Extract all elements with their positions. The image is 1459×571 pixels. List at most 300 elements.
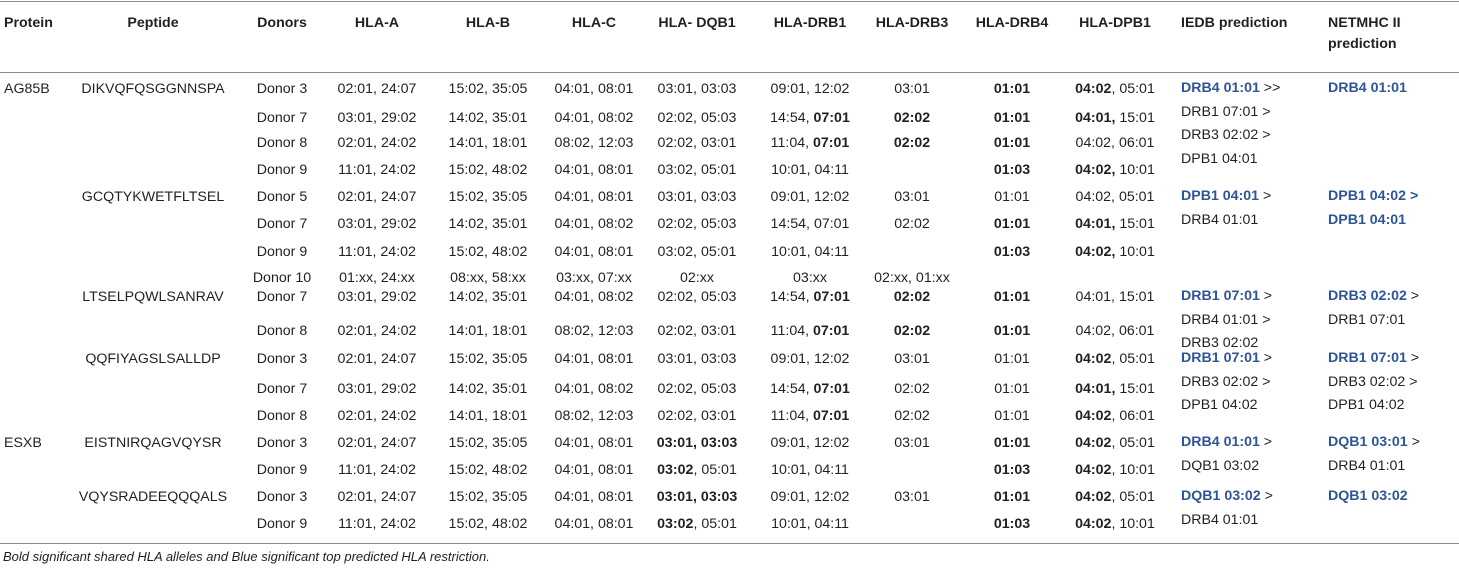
prediction-text: DRB1 07:01 [1328, 311, 1406, 328]
allele-text: , 05:01 [693, 516, 737, 532]
allele-text: 04:02, [1075, 244, 1116, 260]
prediction-text: DRB4 01:01 [1181, 80, 1260, 96]
hla-c-cell: 04:01, 08:01 [554, 189, 634, 205]
hla-drb3-cell [894, 379, 930, 399]
hla-drb3-cell [894, 133, 930, 153]
prediction-text: DRB3 02:02 > [1328, 373, 1418, 390]
hla-drb1-cell [771, 460, 849, 480]
header-rule [0, 72, 1459, 73]
allele-text: 01:01 [993, 289, 1031, 305]
donor-label: Donor 7 [256, 381, 308, 397]
prediction-line [1181, 309, 1272, 333]
hla-drb1-cell [771, 406, 850, 426]
hla-drb3-cell [894, 321, 930, 341]
hla-a-cell: 02:01, 24:02 [337, 323, 417, 339]
column-header: Peptide [127, 15, 179, 31]
hla-drb1-cell [771, 321, 850, 341]
hla-drb3-cell [894, 187, 930, 207]
allele-text: 01:01 [994, 381, 1030, 397]
hla-dqb1-cell [680, 268, 714, 288]
allele-text: 10:01 [1115, 244, 1155, 260]
hla-drb1-cell [771, 242, 849, 262]
allele-text: 04:01, [1075, 381, 1116, 397]
hla-c-cell: 04:01, 08:01 [554, 462, 634, 478]
hla-dpb1-cell [1076, 321, 1155, 341]
allele-text: 01:01 [993, 489, 1031, 505]
hla-dqb1-cell [658, 406, 737, 426]
hla-drb4-cell [994, 460, 1030, 480]
prediction-text: DQB1 03:02 [1181, 488, 1261, 504]
iedb-prediction [1181, 77, 1280, 171]
hla-drb4-cell [994, 79, 1030, 99]
allele-text: 04:02, 06:01 [1075, 135, 1155, 151]
allele-text: 10:01, 04:11 [771, 462, 849, 478]
hla-drb1-cell [770, 379, 850, 399]
hla-c-cell: 04:01, 08:01 [554, 435, 634, 451]
hla-dpb1-cell [1075, 79, 1155, 99]
hla-b-cell: 15:02, 35:05 [448, 351, 528, 367]
allele-text: 14:54, [770, 289, 814, 305]
prediction-text: > [1406, 350, 1420, 366]
hla-b-cell: 15:02, 35:05 [448, 489, 528, 505]
hla-drb4-cell [994, 287, 1030, 307]
allele-text: 02:02 [893, 323, 931, 339]
allele-text: 14:54, [770, 381, 814, 397]
allele-text: 09:01, 12:02 [770, 435, 850, 451]
hla-dqb1-cell [658, 187, 737, 207]
allele-text: 02:02, 05:03 [657, 216, 737, 232]
allele-text: 11:04, [770, 135, 814, 151]
hla-drb3-cell [894, 349, 930, 369]
allele-text: 03:01 [894, 81, 930, 97]
allele-text: 09:01, 12:02 [770, 351, 850, 367]
prediction-line [1181, 209, 1271, 233]
prediction-line [1181, 485, 1273, 509]
iedb-prediction [1181, 285, 1272, 356]
prediction-line [1328, 371, 1419, 395]
hla-drb1-cell [771, 514, 849, 534]
netmhc-prediction [1328, 347, 1419, 418]
prediction-line [1328, 485, 1408, 509]
peptide-sequence: LTSELPQWLSANRAV [82, 289, 224, 305]
hla-c-cell: 04:01, 08:02 [554, 289, 634, 305]
hla-b-cell: 14:02, 35:01 [448, 110, 528, 126]
prediction-text: DPB1 04:02 [1181, 397, 1258, 413]
netmhc-prediction [1328, 185, 1418, 232]
hla-dqb1-cell [658, 79, 737, 99]
allele-text: 02:02 [893, 110, 931, 126]
prediction-text: DRB4 01:01 [1181, 211, 1259, 228]
peptide-sequence: DIKVQFQSGGNNSPA [81, 81, 225, 97]
hla-b-cell: 14:02, 35:01 [448, 289, 528, 305]
allele-text: 04:01, [1075, 110, 1116, 126]
prediction-text: DRB4 01:01 > [1181, 311, 1271, 328]
hla-drb3-cell [894, 287, 930, 307]
hla-dqb1-cell [658, 287, 737, 307]
prediction-text: DRB1 07:01 [1181, 350, 1260, 366]
column-header: Donors [257, 15, 307, 31]
donor-label: Donor 3 [256, 81, 308, 97]
allele-text: 01:03 [993, 516, 1031, 532]
allele-text: 04:02 [1075, 462, 1112, 478]
hla-c-cell: 08:02, 12:03 [554, 323, 634, 339]
allele-text: , 05:01 [693, 462, 737, 478]
hla-dpb1-cell [1075, 406, 1155, 426]
hla-drb3-cell [894, 79, 930, 99]
hla-a-cell: 03:01, 29:02 [337, 216, 417, 232]
allele-text: 03:01 [894, 435, 930, 451]
column-header: HLA-C [571, 15, 617, 31]
allele-text: 02:02, 03:01 [657, 408, 737, 424]
hla-dpb1-cell [1075, 514, 1155, 534]
allele-text: 04:02 [1075, 435, 1112, 451]
hla-drb4-cell [994, 242, 1030, 262]
allele-text: , 10:01 [1111, 516, 1155, 532]
hla-c-cell: 04:01, 08:02 [554, 110, 634, 126]
netmhc-prediction [1328, 485, 1408, 509]
protein-name: AG85B [4, 81, 50, 97]
allele-text: 04:02 [1075, 489, 1112, 505]
hla-drb1-cell [770, 108, 850, 128]
allele-text: 11:04, [770, 408, 814, 424]
allele-text: 03:01, 03:03 [657, 189, 737, 205]
hla-drb1-cell [771, 79, 850, 99]
donor-label: Donor 10 [252, 270, 312, 286]
hla-a-cell: 02:01, 24:02 [337, 408, 417, 424]
allele-text: 07:01 [813, 408, 850, 424]
donor-label: Donor 8 [256, 323, 308, 339]
hla-drb3-cell [894, 108, 930, 128]
column-header: HLA-A [354, 15, 400, 31]
hla-a-cell: 02:01, 24:07 [337, 189, 417, 205]
hla-c-cell: 04:01, 08:02 [554, 381, 634, 397]
allele-text: 15:01 [1115, 216, 1155, 232]
allele-text: 03:01, 03:03 [657, 351, 737, 367]
hla-a-cell: 02:01, 24:07 [337, 435, 417, 451]
hla-b-cell: 08:xx, 58:xx [450, 270, 526, 286]
hla-b-cell: 14:01, 18:01 [448, 408, 528, 424]
hla-a-cell: 01:xx, 24:xx [339, 270, 415, 286]
prediction-line [1181, 431, 1272, 455]
allele-text: 02:02 [894, 216, 930, 232]
allele-text: 01:01 [993, 435, 1031, 451]
prediction-text: DRB3 02:02 > [1181, 373, 1271, 390]
allele-text: 04:02, [1075, 162, 1116, 178]
allele-text: 01:01 [993, 81, 1031, 97]
allele-text: 01:03 [993, 244, 1031, 260]
prediction-line [1181, 101, 1280, 125]
hla-drb4-cell [994, 108, 1030, 128]
hla-c-cell: 04:01, 08:02 [554, 216, 634, 232]
prediction-text: DPB1 04:02 [1328, 397, 1405, 413]
donor-label: Donor 8 [256, 408, 308, 424]
netmhc-prediction [1328, 431, 1420, 478]
allele-text: 07:01 [813, 135, 850, 151]
hla-drb4-cell [994, 433, 1030, 453]
hla-b-cell: 15:02, 35:05 [448, 81, 528, 97]
hla-dqb1-cell [658, 321, 737, 341]
prediction-line [1328, 347, 1419, 371]
hla-drb3-cell [894, 433, 930, 453]
prediction-line [1328, 394, 1419, 418]
hla-c-cell: 04:01, 08:01 [554, 489, 634, 505]
allele-text: 01:01 [994, 189, 1030, 205]
allele-text: 04:02, 06:01 [1075, 323, 1155, 339]
prediction-text: DQB1 03:01 [1328, 434, 1408, 450]
prediction-text: DPB1 04:01 [1181, 150, 1258, 167]
allele-text: 02:02, 03:01 [657, 135, 737, 151]
hla-b-cell: 14:01, 18:01 [448, 135, 528, 151]
allele-text: 02:02 [893, 135, 931, 151]
allele-text: 09:01, 12:02 [770, 189, 850, 205]
prediction-line [1181, 371, 1272, 395]
allele-text: 04:02, 05:01 [1075, 189, 1155, 205]
allele-text: 01:01 [993, 216, 1031, 232]
hla-a-cell: 02:01, 24:02 [337, 135, 417, 151]
column-header: HLA- DQB1 [658, 15, 736, 31]
iedb-prediction [1181, 185, 1271, 232]
allele-text: 03:01, 03:03 [656, 435, 738, 451]
donor-label: Donor 3 [256, 435, 308, 451]
hla-a-cell: 03:01, 29:02 [337, 289, 417, 305]
prediction-line [1328, 285, 1419, 309]
donor-label: Donor 5 [256, 189, 308, 205]
hla-drb4-cell [994, 160, 1030, 180]
hla-drb4-cell [994, 187, 1030, 207]
allele-text: 10:01, 04:11 [771, 516, 849, 532]
prediction-line [1181, 124, 1280, 148]
allele-text: 04:02 [1075, 81, 1112, 97]
allele-text: , 05:01 [1111, 81, 1155, 97]
hla-c-cell: 04:01, 08:01 [554, 516, 634, 532]
allele-text: 02:xx [680, 270, 714, 286]
prediction-text: DRB4 01:01 [1181, 511, 1259, 528]
hla-a-cell: 11:01, 24:02 [338, 462, 416, 478]
top-rule [0, 1, 1459, 2]
prediction-text: > [1259, 188, 1272, 204]
hla-dpb1-cell [1075, 487, 1155, 507]
allele-text: 02:02 [894, 381, 930, 397]
allele-text: 03:01 [894, 351, 930, 367]
prediction-text: DPB1 04:01 [1181, 188, 1260, 204]
prediction-text: DRB1 07:01 > [1181, 103, 1271, 120]
column-header: HLA-DRB4 [975, 15, 1049, 31]
prediction-text: DQB1 03:02 [1328, 488, 1408, 504]
prediction-text: > [1259, 434, 1273, 450]
allele-text: 03:01 [894, 489, 930, 505]
allele-text: 03:02, 05:01 [657, 244, 737, 260]
hla-c-cell: 03:xx, 07:xx [556, 270, 632, 286]
peptide-sequence: VQYSRADEEQQQALS [78, 489, 228, 505]
donor-label: Donor 3 [256, 351, 308, 367]
prediction-text: DRB1 07:01 [1181, 288, 1260, 304]
donor-label: Donor 9 [256, 244, 308, 260]
hla-drb3-cell [894, 487, 930, 507]
hla-dpb1-cell [1075, 433, 1155, 453]
column-header: HLA-DRB3 [875, 15, 949, 31]
iedb-prediction [1181, 431, 1272, 478]
prediction-text: DRB1 07:01 [1328, 350, 1407, 366]
hla-drb1-cell [770, 287, 850, 307]
allele-text: 03:02 [657, 462, 694, 478]
netmhc-prediction [1328, 77, 1407, 101]
allele-text: 09:01, 12:02 [770, 489, 850, 505]
donor-label: Donor 9 [256, 462, 308, 478]
allele-text: 04:02 [1075, 516, 1112, 532]
hla-dpb1-cell [1075, 242, 1155, 262]
hla-dpb1-cell [1075, 108, 1155, 128]
allele-text: 04:02 [1075, 408, 1112, 424]
prediction-line [1181, 455, 1272, 479]
hla-a-cell: 11:01, 24:02 [338, 162, 416, 178]
hla-a-cell: 11:01, 24:02 [338, 244, 416, 260]
donor-label: Donor 7 [256, 110, 308, 126]
hla-drb3-cell [874, 268, 950, 288]
hla-c-cell: 08:02, 12:03 [554, 408, 634, 424]
allele-text: 02:02, 05:03 [657, 381, 737, 397]
allele-text: 02:02, 05:03 [657, 289, 737, 305]
hla-dqb1-cell [658, 242, 737, 262]
hla-drb1-cell [771, 487, 850, 507]
hla-drb1-cell [771, 349, 850, 369]
hla-drb1-cell [771, 214, 850, 234]
hla-dqb1-cell [657, 433, 737, 453]
hla-a-cell: 03:01, 29:02 [337, 110, 417, 126]
allele-text: 03:02, 05:01 [657, 162, 737, 178]
allele-text: 03:xx [793, 270, 827, 286]
hla-dpb1-cell [1076, 133, 1155, 153]
allele-text: 10:01, 04:11 [771, 244, 849, 260]
hla-c-cell: 04:01, 08:01 [554, 81, 634, 97]
allele-text: 03:01, 03:03 [656, 489, 738, 505]
hla-c-cell: 08:02, 12:03 [554, 135, 634, 151]
allele-text: , 06:01 [1111, 408, 1155, 424]
prediction-text: DRB4 01:01 [1328, 457, 1406, 474]
prediction-line [1181, 185, 1271, 209]
hla-dqb1-cell [658, 349, 737, 369]
column-header: HLA-DPB1 [1079, 15, 1151, 31]
prediction-line [1181, 148, 1280, 172]
allele-text: 04:02 [1075, 351, 1112, 367]
allele-text: 02:xx, 01:xx [874, 270, 950, 286]
donor-label: Donor 9 [256, 162, 308, 178]
hla-dpb1-cell [1075, 160, 1155, 180]
prediction-text: DPB1 04:01 [1328, 211, 1407, 228]
allele-text: 09:01, 12:02 [770, 81, 850, 97]
prediction-line [1328, 209, 1418, 233]
allele-text: 02:02 [893, 289, 931, 305]
hla-c-cell: 04:01, 08:01 [554, 351, 634, 367]
prediction-text: > [1259, 288, 1273, 304]
allele-text: 04:01, 15:01 [1075, 289, 1155, 305]
prediction-line [1181, 509, 1273, 533]
hla-c-cell: 04:01, 08:01 [554, 162, 634, 178]
hla-drb4-cell [994, 406, 1030, 426]
allele-text: 07:01 [813, 289, 850, 305]
prediction-line [1181, 394, 1272, 418]
hla-b-cell: 15:02, 48:02 [448, 244, 528, 260]
hla-dqb1-cell [657, 460, 737, 480]
hla-dpb1-cell [1075, 214, 1155, 234]
hla-dpb1-cell [1075, 460, 1155, 480]
allele-text: 07:01 [813, 110, 850, 126]
hla-b-cell: 15:02, 48:02 [448, 516, 528, 532]
column-header: HLA-B [465, 15, 511, 31]
prediction-text: DPB1 04:02 > [1328, 188, 1419, 204]
hla-dqb1-cell [658, 160, 737, 180]
hla-b-cell: 14:02, 35:01 [448, 381, 528, 397]
hla-drb4-cell [994, 133, 1030, 153]
hla-drb4-cell [994, 379, 1030, 399]
prediction-text: DRB3 02:02 [1181, 335, 1259, 351]
prediction-text: DRB4 01:01 [1181, 434, 1260, 450]
hla-b-cell: 15:02, 48:02 [448, 162, 528, 178]
allele-text: 02:02, 05:03 [657, 110, 737, 126]
donor-label: Donor 3 [256, 489, 308, 505]
hla-b-cell: 15:02, 48:02 [448, 462, 528, 478]
prediction-line [1328, 185, 1418, 209]
allele-text: 03:01, 03:03 [657, 81, 737, 97]
allele-text: , 05:01 [1111, 351, 1155, 367]
hla-b-cell: 14:01, 18:01 [448, 323, 528, 339]
hla-drb1-cell [771, 433, 850, 453]
allele-text: 10:01, 04:11 [771, 162, 849, 178]
allele-text: , 05:01 [1111, 435, 1155, 451]
prediction-line [1181, 347, 1272, 371]
netmhc-prediction [1328, 285, 1419, 332]
allele-text: 10:01 [1115, 162, 1155, 178]
protein-name: ESXB [4, 435, 42, 451]
allele-text: , 10:01 [1111, 462, 1155, 478]
allele-text: 03:02 [657, 516, 694, 532]
hla-a-cell: 02:01, 24:07 [337, 351, 417, 367]
prediction-text: >> [1259, 80, 1281, 96]
hla-dpb1-cell [1076, 187, 1155, 207]
allele-text: 11:04, [770, 323, 814, 339]
allele-text: 15:01 [1115, 381, 1155, 397]
allele-text: 01:01 [993, 135, 1031, 151]
prediction-text: DQB1 03:02 [1181, 457, 1260, 474]
hla-b-cell: 15:02, 35:05 [448, 435, 528, 451]
allele-text: 01:03 [993, 162, 1031, 178]
prediction-text: > [1407, 434, 1420, 450]
hla-dqb1-cell [658, 108, 737, 128]
prediction-line [1328, 77, 1407, 101]
allele-text: 07:01 [813, 381, 850, 397]
allele-text: , 05:01 [1111, 489, 1155, 505]
allele-text: 02:02 [894, 408, 930, 424]
allele-text: 03:01 [894, 189, 930, 205]
prediction-text: > [1406, 288, 1420, 304]
prediction-text: DRB3 02:02 > [1181, 127, 1271, 143]
allele-text: 07:01 [813, 323, 850, 339]
hla-drb1-cell [771, 160, 849, 180]
hla-drb4-cell [994, 349, 1030, 369]
prediction-line [1181, 77, 1280, 101]
hla-dqb1-cell [658, 379, 737, 399]
hla-drb1-cell [771, 187, 850, 207]
donor-label: Donor 9 [256, 516, 308, 532]
donor-label: Donor 8 [256, 135, 308, 151]
hla-dqb1-cell [658, 214, 737, 234]
column-header: Protein [4, 15, 53, 31]
hla-dqb1-cell [658, 133, 737, 153]
prediction-text: > [1260, 488, 1273, 504]
allele-text: 04:01, [1075, 216, 1116, 232]
bottom-rule [0, 543, 1459, 544]
allele-text: 01:01 [994, 408, 1030, 424]
prediction-line [1328, 309, 1419, 333]
